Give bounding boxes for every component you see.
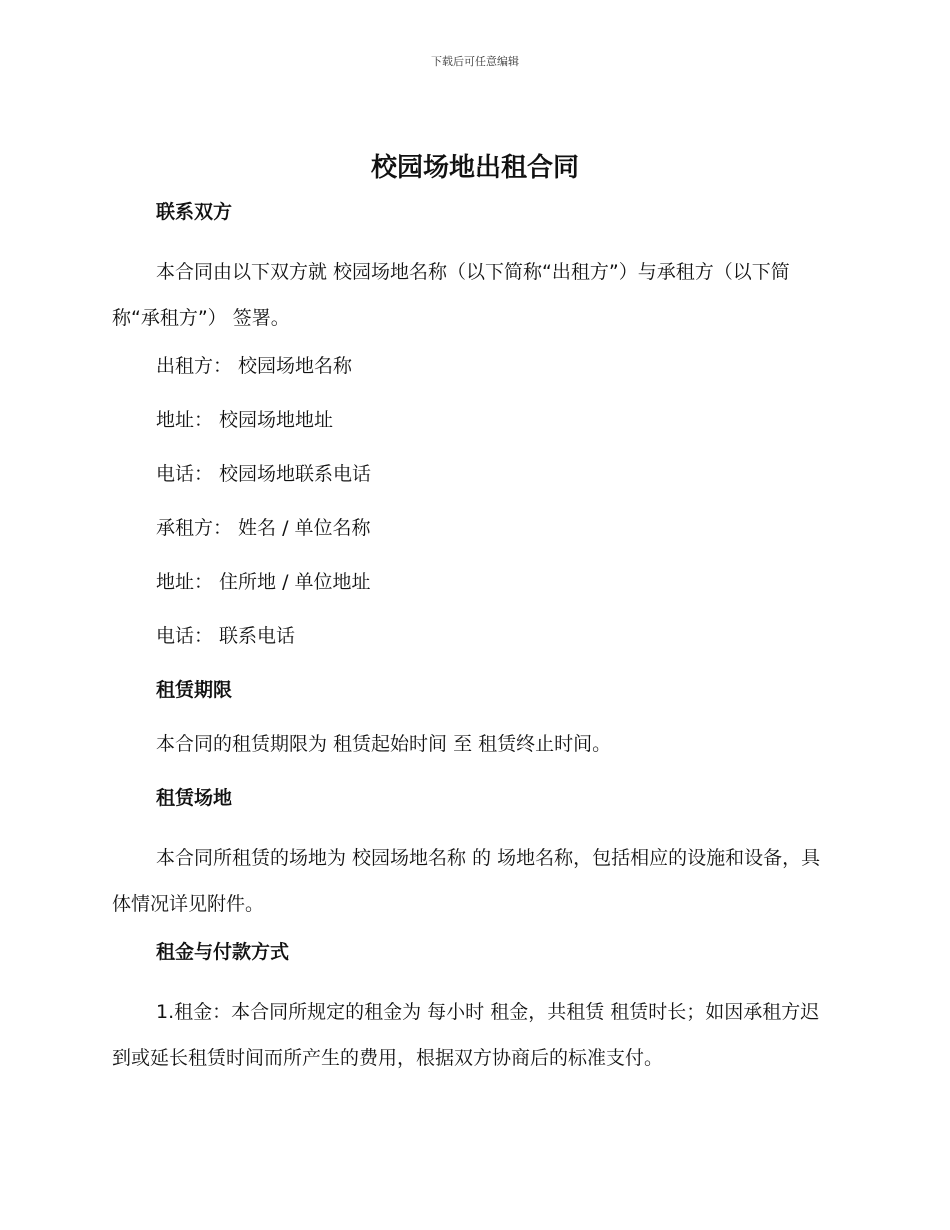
section-heading-rent: 租金与付款方式 (156, 941, 290, 963)
lessee-phone-line: 电话： 联系电话 (156, 625, 296, 647)
lessor-phone-line: 电话： 校园场地联系电话 (156, 463, 372, 485)
venue-paragraph: 本合同所租赁的场地为 校园场地名称 的 场地名称，包括相应的设施和设备，具体情况详见附件。 (112, 847, 821, 915)
document-body (112, 195, 826, 1081)
lessee-name-line: 承租方： 姓名 / 单位名称 (156, 517, 371, 539)
section-heading-term: 租赁期限 (156, 679, 233, 701)
lessor-name-line: 出租方： 校园场地名称 (156, 355, 353, 377)
document-title: 校园场地出租合同 (370, 153, 579, 183)
term-paragraph: 本合同的租赁期限为 租赁起始时间 至 租赁终止时间。 (156, 733, 612, 755)
section-heading-parties: 联系双方 (156, 201, 233, 223)
section-heading-venue: 租赁场地 (156, 787, 233, 809)
rent-paragraph: 1.租金：本合同所规定的租金为 每小时 租金，共租赁 租赁时长；如因承租方迟到或延长租赁时间而所产生的费用，根据双方协商后的标准支付。 (112, 1001, 820, 1069)
lessee-address-line: 地址： 住所地 / 单位地址 (156, 571, 371, 593)
page-header-note: 下载后可任意编辑 (431, 55, 519, 68)
parties-intro-paragraph: 本合同由以下双方就 校园场地名称（以下简称“出租方”）与承租方（以下简称“承租方”） 签署。 (112, 261, 790, 329)
lessor-address-line: 地址： 校园场地地址 (156, 409, 334, 431)
